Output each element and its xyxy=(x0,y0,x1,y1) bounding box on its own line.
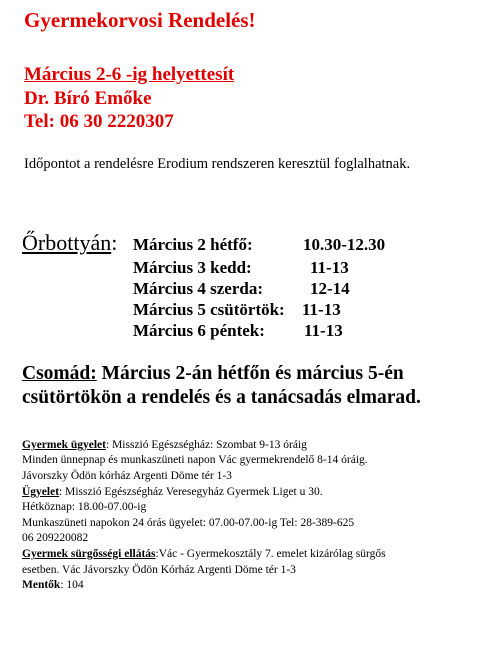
schedule-time: 11-13 xyxy=(302,300,341,319)
csomad-text: Március 2-án hétfőn és március 5-én csütörtökön a rendelés és a tanácsadás elmarad. xyxy=(22,363,421,408)
footer-text: esetben. Vác Jávorszky Ödön Kórház Argenti Döme tér 1-3 xyxy=(22,564,296,576)
doctor-phone: Tel: 06 30 2220307 xyxy=(24,111,174,132)
footer-text: Minden ünnepnap és munkaszüneti napon Vác gyermekrendelő 8-14 óráig. xyxy=(22,454,368,466)
schedule-day: Március 6 péntek: xyxy=(133,321,265,340)
schedule-time: 12-14 xyxy=(310,279,350,298)
footer-label: Ügyelet xyxy=(22,486,60,498)
footer-text: Munkaszüneti napokon 24 órás ügyelet: 07.00-07.00-ig Tel: 28-389-625 xyxy=(22,517,355,529)
footer-text: : 104 xyxy=(60,579,84,591)
footer-line xyxy=(22,453,368,468)
page-title: Gyermekorvosi Rendelés! xyxy=(24,8,256,32)
footer-line xyxy=(22,516,354,531)
schedule-day: Március 4 szerda: xyxy=(133,279,263,298)
schedule-day: Március 3 kedd: xyxy=(133,258,252,277)
csomad-label: Csomád: xyxy=(22,363,97,384)
substitute-doctor: Dr. Bíró Emőke xyxy=(24,88,152,109)
footer-line xyxy=(22,500,146,515)
footer-label: Mentők xyxy=(22,579,61,591)
footer-text: Jávorszky Ödön kórház Argenti Döme tér 1-3 xyxy=(22,470,232,482)
substitution-period: Március 2-6 -ig helyettesít xyxy=(24,64,235,85)
csomad-notice xyxy=(22,362,482,410)
footer-label: Gyermek ügyelet xyxy=(22,439,106,451)
footer-line xyxy=(22,547,386,562)
schedule-day: Március 2 hétfő: xyxy=(133,235,253,254)
footer-text: Hétköznap: 18.00-07.00-ig xyxy=(22,501,147,513)
schedule-time: 11-13 xyxy=(310,258,349,277)
footer-line xyxy=(22,485,323,500)
footer-text: :Vác - Gyermekosztály 7. emelet kizárólag sürgős xyxy=(155,548,386,560)
footer-text: : Misszió Egészségház: Szombat 9-13 óráig xyxy=(106,439,307,451)
footer-line xyxy=(22,578,84,593)
footer-text: : Misszió Egészségház Veresegyház Gyermek Liget u 30. xyxy=(59,486,323,498)
footer-text: 06 209220082 xyxy=(22,532,89,544)
schedule-time: 11-13 xyxy=(304,321,343,340)
footer-line xyxy=(22,563,296,578)
footer-line xyxy=(22,469,232,484)
orbottyan-heading xyxy=(22,230,117,256)
orbottyan-label: Őrbottyán xyxy=(22,230,112,255)
footer-label: Gyermek sürgősségi ellátás xyxy=(22,548,156,560)
footer-line xyxy=(22,438,307,453)
orbottyan-colon: : xyxy=(111,230,118,255)
booking-info: Időpontot a rendelésre Erodium rendszeren keresztül foglalhatnak. xyxy=(24,156,411,172)
schedule-day: Március 5 csütörtök: xyxy=(133,300,285,319)
schedule-time: 10.30-12.30 xyxy=(303,235,386,254)
footer-line xyxy=(22,531,88,546)
